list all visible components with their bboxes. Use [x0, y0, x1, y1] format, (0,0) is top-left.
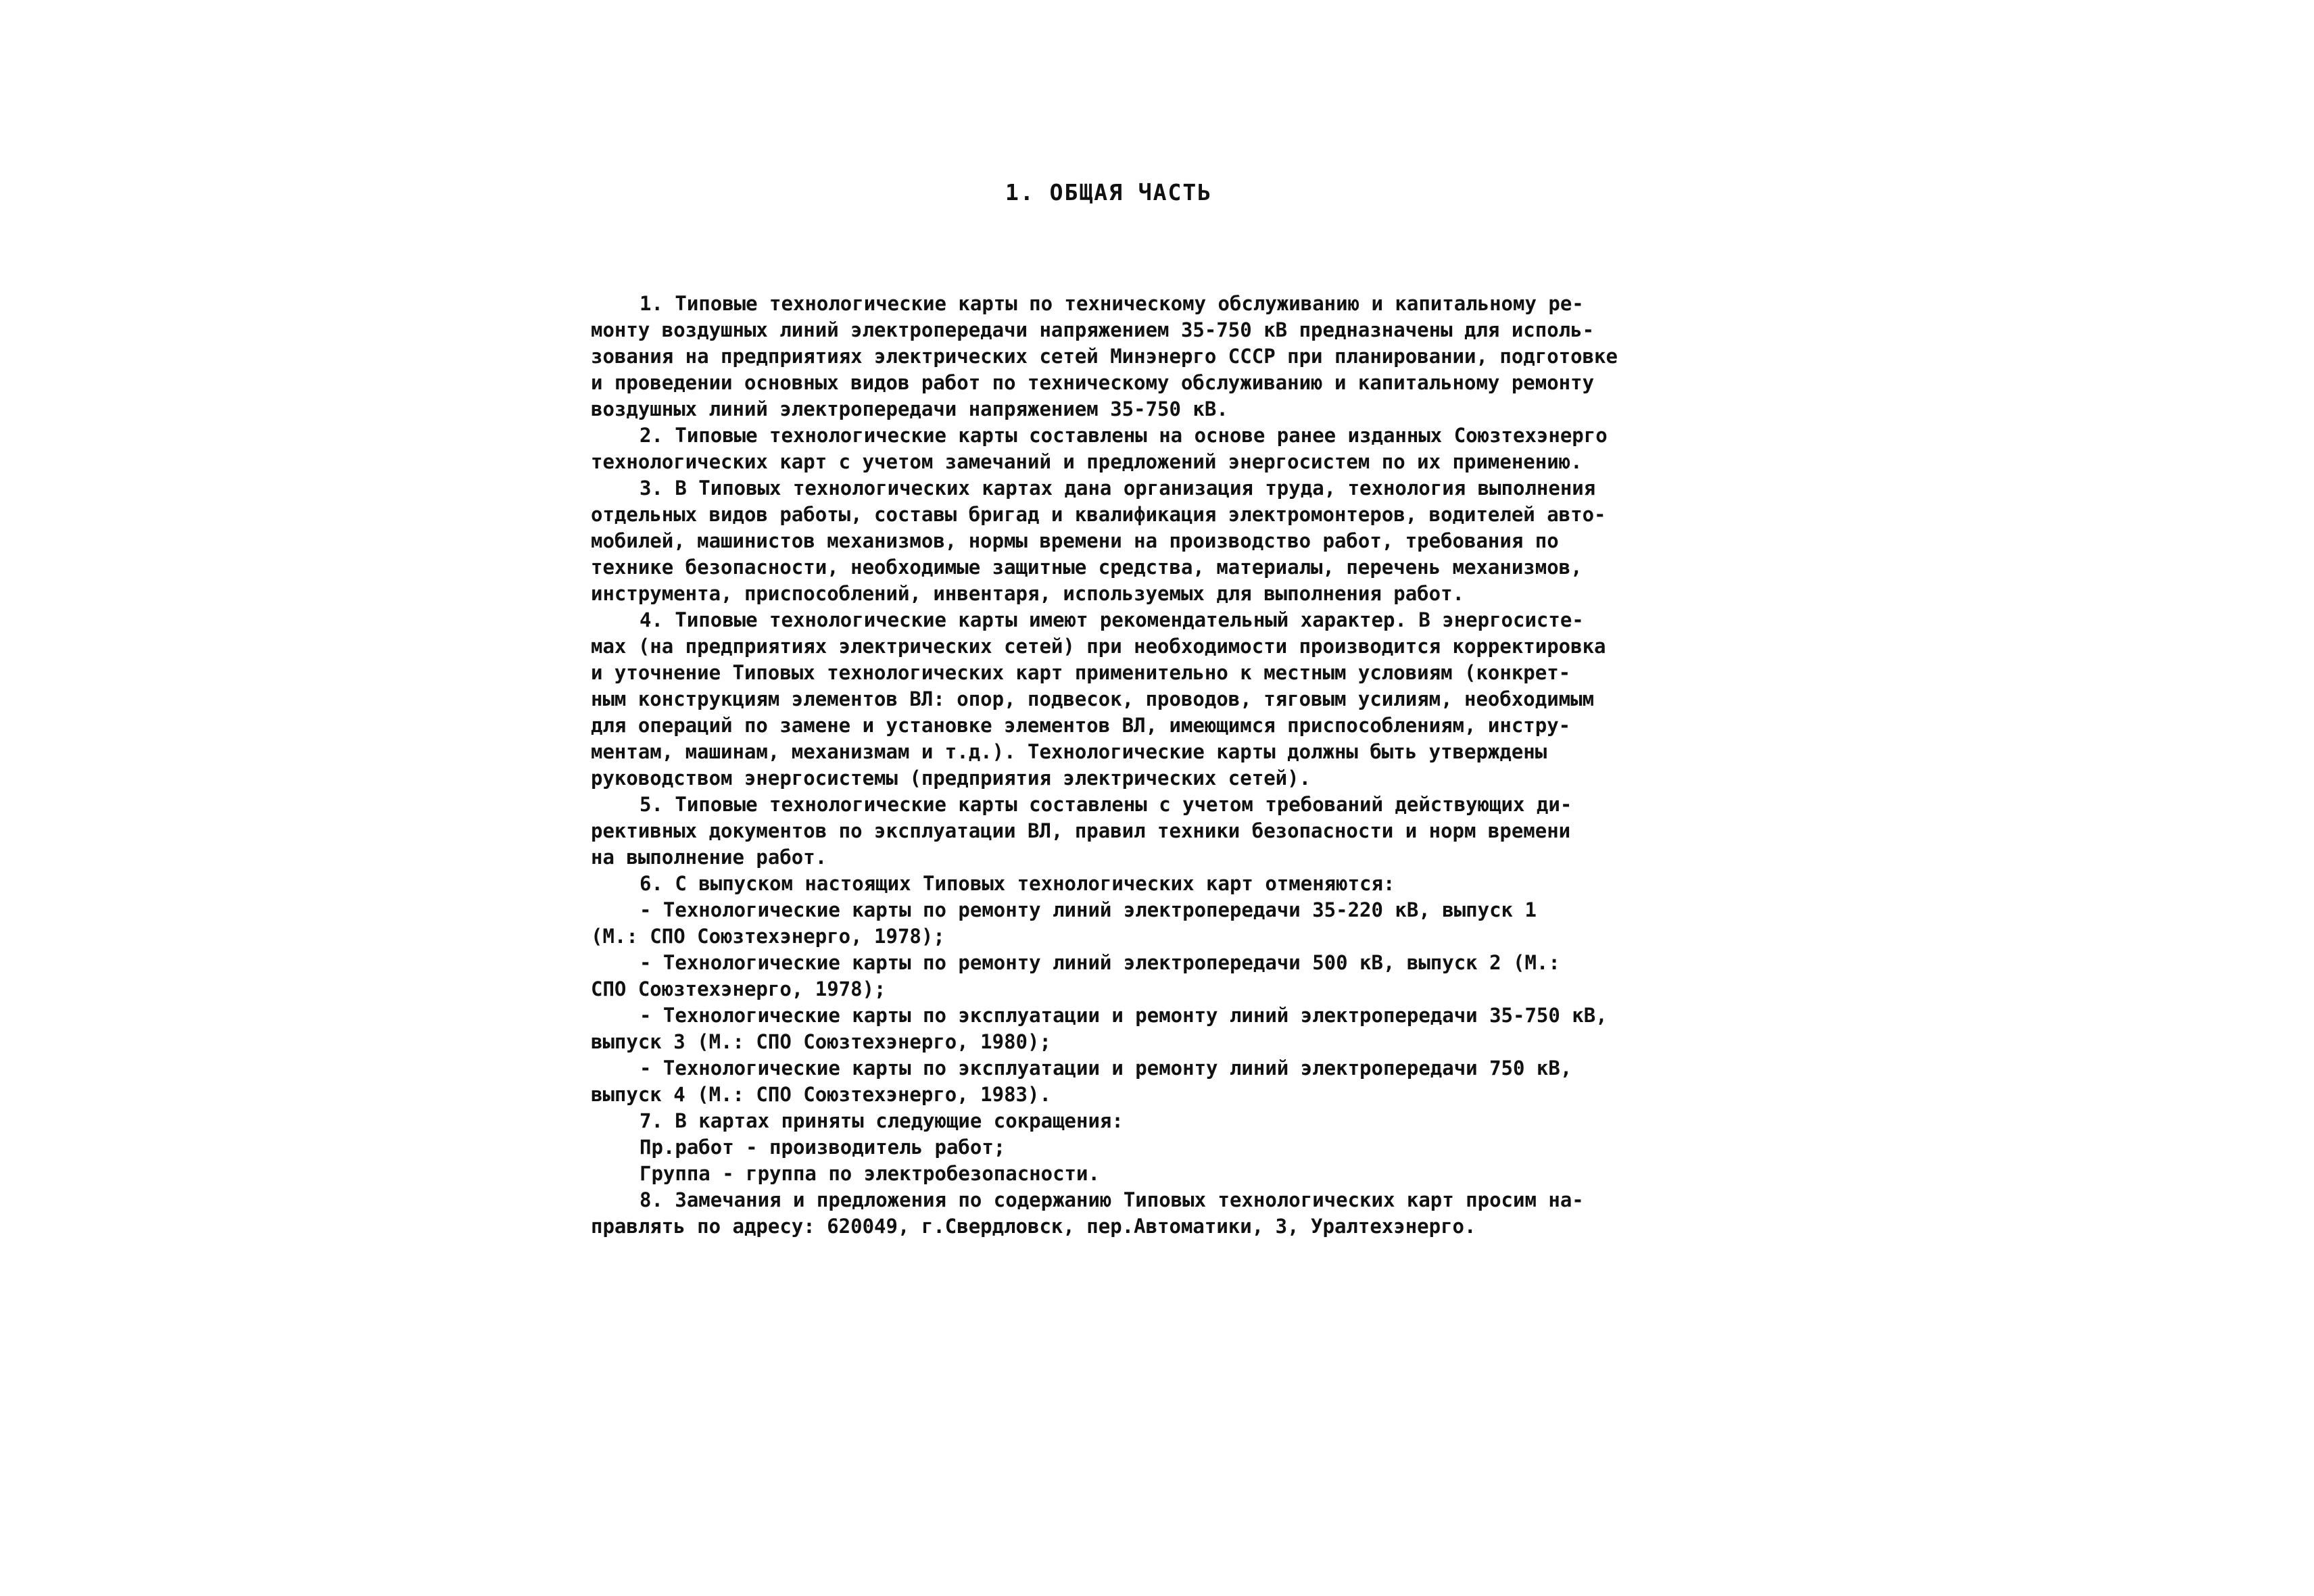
text-line: на выполнение работ. [591, 846, 827, 869]
text-line: СПО Союзтехэнерго, 1978); [591, 977, 886, 1000]
text-line: для операций по замене и установке элементов ВЛ, имеющимся приспособлениям, инстру- [591, 714, 1571, 737]
text-line: 8. Замечания и предложения по содержанию Типовых технологических карт просим на- [640, 1188, 1584, 1211]
text-line: 4. Типовые технологические карты имеют рекомендательный характер. В энергосисте- [640, 608, 1584, 631]
text-line: зования на предприятиях электрических сетей Минэнерго СССР при планировании, подготовке [591, 345, 1618, 368]
text-line: 2. Типовые технологические карты составлены на основе ранее изданных Союзтехэнерго [640, 424, 1608, 447]
section-title: 1. ОБЩАЯ ЧАСТЬ [1005, 179, 1213, 205]
text-line: мах (на предприятиях электрических сетей) при необходимости производится корректировка [591, 635, 1606, 658]
text-line: технике безопасности, необходимые защитные средства, материалы, перечень механизмов, [591, 556, 1583, 579]
text-line: отдельных видов работы, составы бригад и квалификация электромонтеров, водителей авто- [591, 503, 1606, 526]
text-line: мобилей, машинистов механизмов, нормы времени на производство работ, требования по [591, 529, 1559, 552]
text-line: (М.: СПО Союзтехэнерго, 1978); [591, 925, 945, 948]
text-line: инструмента, приспособлений, инвентаря, используемых для выполнения работ. [591, 582, 1465, 605]
text-line: 7. В картах приняты следующие сокращения: [640, 1109, 1124, 1132]
text-line: - Технологические карты по ремонту линий электропередачи 500 кВ, выпуск 2 (М.: [640, 951, 1560, 974]
text-line: 1. Типовые технологические карты по техническому обслуживанию и капитальному ре- [640, 292, 1584, 315]
body-text [591, 291, 1672, 1240]
text-line: Группа - группа по электробезопасности. [640, 1162, 1100, 1185]
text-line: выпуск 4 (М.: СПО Союзтехэнерго, 1983). [591, 1083, 1051, 1106]
text-line: и проведении основных видов работ по техническому обслуживанию и капитальному ремонту [591, 371, 1595, 394]
text-line: ментам, машинам, механизмам и т.д.). Технологические карты должны быть утверждены [591, 740, 1547, 763]
text-line: правлять по адресу: 620049, г.Свердловск, пер.Автоматики, 3, Уралтехэнерго. [591, 1215, 1476, 1238]
text-line: Пр.работ - производитель работ; [640, 1136, 1006, 1159]
text-line: - Технологические карты по эксплуатации и ремонту линий электропередачи 35-750 кВ, [640, 1004, 1608, 1027]
text-line: - Технологические карты по эксплуатации и ремонту линий электропередачи 750 кВ, [640, 1057, 1572, 1080]
text-line: руководством энергосистемы (предприятия электрических сетей). [591, 767, 1311, 790]
text-line: монту воздушных линий электропередачи напряжением 35-750 кВ предназначены для исполь- [591, 318, 1595, 341]
text-line: технологических карт с учетом замечаний и предложений энергосистем по их применению. [591, 450, 1583, 473]
text-line: и уточнение Типовых технологических карт применительно к местным условиям (конкрет- [591, 661, 1571, 684]
text-line: ным конструкциям элементов ВЛ: опор, подвесок, проводов, тяговым усилиям, необходимым [591, 687, 1595, 710]
text-line: воздушных линий электропередачи напряжением 35-750 кВ. [591, 397, 1228, 420]
text-line: рективных документов по эксплуатации ВЛ, правил техники безопасности и норм времени [591, 819, 1571, 842]
text-line: 6. С выпуском настоящих Типовых технологических карт отменяются: [640, 872, 1395, 895]
text-line: 5. Типовые технологические карты составлены с учетом требований действующих ди- [640, 793, 1572, 816]
text-line: выпуск 3 (М.: СПО Союзтехэнерго, 1980); [591, 1030, 1051, 1053]
text-line: - Технологические карты по ремонту линий электропередачи 35-220 кВ, выпуск 1 [640, 898, 1537, 921]
text-line: 3. В Типовых технологических картах дана организация труда, технология выполнения [640, 477, 1596, 500]
